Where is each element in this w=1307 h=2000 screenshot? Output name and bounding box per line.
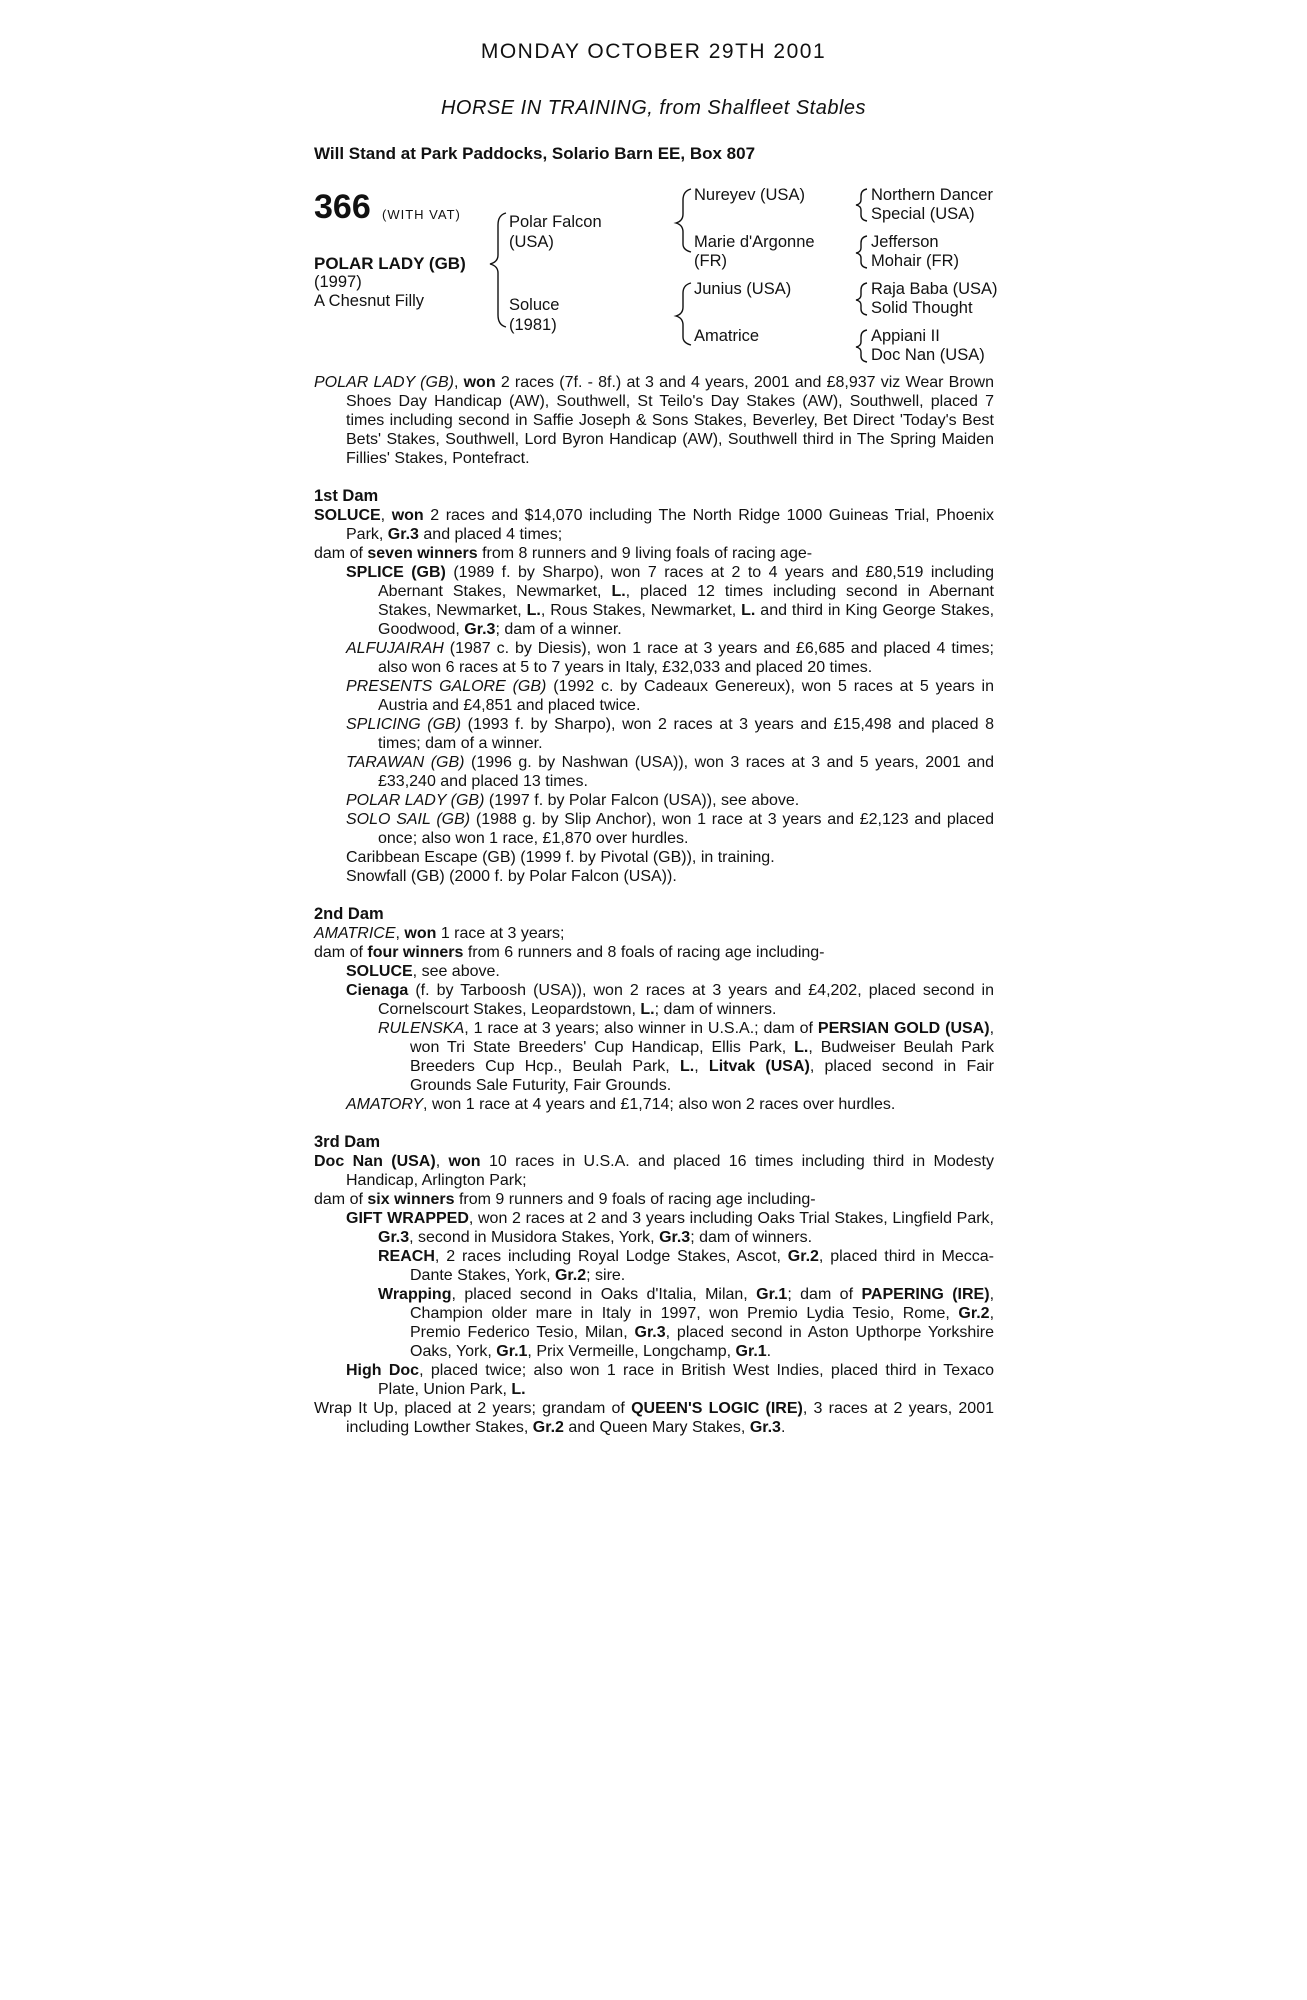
produce-text: ; dam of winners. (654, 1001, 777, 1018)
dam-of-pre: dam of (314, 944, 363, 961)
produce-text: and third in King George Stakes, Goodwood, (378, 602, 995, 638)
brace-gen2-dam (676, 283, 691, 345)
produce-amatory (314, 1095, 994, 1114)
produce-gift-wrapped (314, 1209, 994, 1247)
produce-name: PAPERING (IRE) (861, 1286, 990, 1303)
produce-text: (1997 f. by Polar Falcon (USA)), see above. (488, 792, 800, 809)
gen3-ssd: Special (USA) (871, 205, 975, 223)
sire-name: Polar Falcon (509, 213, 602, 231)
produce-text: , Prix Vermeille, Longchamp, (527, 1343, 732, 1360)
produce-high-doc (314, 1361, 994, 1399)
produce-solo-sail (314, 810, 994, 848)
produce-name: RULENSKA (378, 1020, 465, 1037)
produce-name: Litvak (USA) (708, 1058, 810, 1075)
sire-dam-country: (FR) (694, 252, 727, 270)
grade-mark: Gr.2 (958, 1305, 990, 1322)
produce-text: , won Tri State Breeders' Cup Handicap, Ellis Park, (410, 1020, 995, 1056)
produce-caribbean-escape (314, 848, 994, 867)
first-dam-produce-summary (314, 544, 994, 563)
second-dam-name: AMATRICE (314, 925, 396, 942)
produce-text: , see above. (412, 963, 500, 980)
first-dam-record: SOLUCE, won 2 races and $14,070 including The North Ridge 1000 Guineas Trial, Phoenix Park, Gr.3 and placed 4 times; (314, 507, 995, 543)
produce-text: , placed twice; also won 1 race in British West Indies, placed third in Texaco Plate, Union Park, (378, 1362, 995, 1398)
dam-dam: Amatrice (694, 327, 760, 345)
produce-text: ; dam of winners. (690, 1229, 813, 1246)
produce-reach (314, 1247, 994, 1285)
second-dam-section (314, 905, 994, 1114)
grade-mark: Gr.3 (464, 621, 496, 638)
grade-mark: Gr.3 (749, 1419, 781, 1436)
grade-mark: Gr.3 (634, 1324, 666, 1341)
first-dam-won: won (391, 507, 424, 524)
produce-name: SOLUCE (346, 963, 413, 980)
grade-mark: Gr.3 (659, 1229, 691, 1246)
dam-of-winners: four winners (367, 944, 464, 961)
produce-text: (1987 c. by Diesis), won 1 race at 3 years and £6,685 and placed 4 times; also won 6 races at 5 to 7 years in Italy, £32,033 and placed 20 times. (378, 640, 994, 676)
produce-text: , 1 race at 3 years; also winner in U.S.A.; dam of (464, 1020, 813, 1037)
gen3-sss: Northern Dancer (871, 186, 993, 204)
produce-splice (314, 563, 994, 639)
produce-text: (1989 f. by Sharpo), won 7 races at 2 to 4 years and £80,519 including Abernant Stakes, Newmarket, (378, 564, 995, 600)
sale-date: MONDAY OCTOBER 29TH 2001 (480, 40, 827, 63)
lot-number: 366 (314, 188, 371, 226)
dam-of-winners: seven winners (367, 545, 478, 562)
third-dam-won: won (448, 1153, 481, 1170)
produce-text: , second in Musidora Stakes, York, (409, 1229, 655, 1246)
produce-text: Snowfall (GB) (2000 f. by Polar Falcon (USA)). (346, 868, 677, 885)
produce-alfujairah (314, 639, 994, 677)
grade-mark: Gr.1 (735, 1343, 767, 1360)
grade-mark: Gr.2 (532, 1419, 564, 1436)
produce-name: POLAR LADY (GB) (346, 792, 485, 809)
third-dam-name: Doc Nan (USA) (314, 1153, 436, 1170)
second-dam-heading: 2nd Dam (314, 905, 384, 923)
grade-mark: Gr.2 (787, 1248, 819, 1265)
stand-location: Will Stand at Park Paddocks, Solario Barn EE, Box 807 (314, 144, 756, 163)
brace-gen2-sire (676, 189, 691, 252)
lot-subtitle: HORSE IN TRAINING, from Shalfleet Stables (440, 97, 867, 119)
gen3-dsd: Solid Thought (871, 299, 973, 317)
grade-mark: Gr.3 (378, 1229, 410, 1246)
brace-gen3-3 (856, 283, 867, 315)
first-dam-line1: 2 races and $14,070 including The North Ridge 1000 Guineas Trial, Phoenix Park, (346, 507, 995, 543)
produce-wrap-it-up (314, 1399, 994, 1437)
vat-note: (WITH VAT) (382, 207, 461, 222)
first-dam-name: SOLUCE (314, 507, 381, 524)
produce-text: ; dam of (787, 1286, 854, 1303)
horse-name: POLAR LADY (GB) (314, 254, 466, 273)
listed-mark: L. (611, 583, 626, 600)
produce-presents-galore (314, 677, 994, 715)
race-record-text: 2 races (7f. - 8f.) at 3 and 4 years, 2001 and £8,937 viz Wear Brown Shoes Day Handicap (AW), Southwell, St Teilo's Day Stakes (AW), Southwell, placed 7 times including second in Saffie Joseph & Sons Stakes, Beverley, Bet Direct 'Today's Best Bets' Stakes, Southwell, Lord Byron Handicap (AW), Southwell third in The Spring Maiden Fillies' Stakes, Pontefract. (346, 374, 995, 467)
produce-text: , placed third in Mecca-Dante Stakes, York, (410, 1248, 995, 1284)
listed-mark: L. (794, 1039, 809, 1056)
brace-gen3-4 (856, 330, 867, 362)
produce-text: ; sire. (586, 1267, 626, 1284)
produce-name: QUEEN'S LOGIC (IRE) (631, 1400, 803, 1417)
produce-splicing (314, 715, 994, 753)
horse-year: (1997) (314, 273, 362, 291)
produce-text: , won 1 race at 4 years and £1,714; also won 2 races over hurdles. (423, 1096, 896, 1113)
second-dam-record: AMATRICE, won 1 race at 3 years; (314, 925, 565, 942)
dam-of-winners: six winners (367, 1191, 455, 1208)
horse-description: A Chesnut Filly (314, 292, 425, 310)
brace-gen3-1 (856, 189, 867, 221)
produce-text: (1993 f. by Sharpo), won 2 races at 3 years and £15,498 and placed 8 times; dam of a winner. (378, 716, 995, 752)
first-dam-grade: Gr.3 (387, 526, 419, 543)
produce-rulenska (314, 1019, 994, 1095)
first-dam-heading: 1st Dam (314, 487, 379, 505)
produce-name: TARAWAN (GB) (346, 754, 465, 771)
produce-text: , Rous Stakes, Newmarket, (540, 602, 737, 619)
produce-text: , placed 12 times including second in Abernant Stakes, Newmarket, (378, 583, 994, 619)
dam-of-pre: dam of (314, 1191, 363, 1208)
gen3-dss: Raja Baba (USA) (871, 280, 998, 298)
third-dam-produce-summary (314, 1190, 994, 1209)
produce-name: SPLICE (GB) (346, 564, 446, 581)
produce-text: (1996 g. by Nashwan (USA)), won 3 races at 3 and 5 years, 2001 and £33,240 and placed 13 times. (378, 754, 995, 790)
grade-mark: Gr.1 (496, 1343, 528, 1360)
dam-of-pre: dam of (314, 545, 363, 562)
gen3-ddd: Doc Nan (USA) (871, 346, 985, 364)
produce-text: , 2 races including Royal Lodge Stakes, Ascot, (434, 1248, 781, 1265)
dam-year: (1981) (509, 316, 557, 334)
produce-text: , (694, 1058, 699, 1075)
dam-sire: Junius (USA) (694, 280, 792, 298)
gen3-dds: Appiani II (871, 327, 940, 345)
grade-mark: Gr.2 (554, 1267, 587, 1284)
third-dam-section (314, 1133, 994, 1437)
produce-text: (1988 g. by Slip Anchor), won 1 race at 3 years and £2,123 and placed once; also won 1 race, £1,870 over hurdles. (378, 811, 994, 847)
listed-mark: L. (640, 1001, 655, 1018)
pedigree-braces (0, 0, 1307, 370)
second-dam-produce-summary (314, 943, 994, 962)
produce-text: ; dam of a winner. (495, 621, 622, 638)
produce-text: , Champion older mare in Italy in 1997, won Premio Lydia Tesio, Rome, (410, 1286, 995, 1322)
first-dam-line1b: and placed 4 times; (423, 526, 563, 543)
produce-text: Caribbean Escape (GB) (1999 f. by Pivotal (GB)), in training. (346, 849, 775, 866)
produce-name: Wrapping (378, 1286, 452, 1303)
race-record-paragraph: POLAR LADY (GB), won 2 races (7f. - 8f.) at 3 and 4 years, 2001 and £8,937 viz Wear Brown Shoes Day Handicap (AW), Southwell, St Teilo's Day Stakes (AW), Southwell, placed 7 times including second in Saffie Joseph & Sons Stakes, Beverley, Bet Direct 'Today's Best Bets' Stakes, Southwell, Lord Byron Handicap (AW), Southwell third in The Spring Maiden Fillies' Stakes, Pontefract. (314, 374, 995, 467)
produce-text: Wrap It Up, placed at 2 years; grandam of (314, 1400, 625, 1417)
produce-tarawan (314, 753, 994, 791)
brace-gen3-2 (856, 236, 867, 268)
produce-polar-lady (314, 791, 994, 810)
second-dam-text: 1 race at 3 years; (440, 925, 565, 942)
produce-text: , placed second in Oaks d'Italia, Milan, (451, 1286, 748, 1303)
second-dam-won: won (404, 925, 437, 942)
produce-wrapping (314, 1285, 994, 1361)
listed-mark: L. (526, 602, 541, 619)
dam-of-post: from 8 runners and 9 living foals of racing age- (482, 545, 813, 562)
race-record (314, 373, 994, 468)
race-record-won: won (463, 374, 496, 391)
race-record-horse: POLAR LADY (GB) (314, 374, 454, 391)
produce-name: PERSIAN GOLD (USA) (817, 1020, 990, 1037)
produce-text: , Budweiser Beulah Park Breeders Cup Hcp., Beulah Park, (410, 1039, 995, 1075)
dam-of-post: from 9 runners and 9 foals of racing age including- (458, 1191, 816, 1208)
produce-name: Cienaga (346, 982, 409, 999)
listed-mark: L. (680, 1058, 695, 1075)
produce-text: and Queen Mary Stakes, (568, 1419, 746, 1436)
produce-name: PRESENTS GALORE (GB) (346, 678, 547, 695)
third-dam-text: 10 races in U.S.A. and placed 16 times including third in Modesty Handicap, Arlington Park; (346, 1153, 994, 1189)
produce-text: . (780, 1419, 786, 1436)
produce-name: GIFT WRAPPED (346, 1210, 469, 1227)
produce-text: (f. by Tarboosh (USA)), won 2 races at 3 years and £4,202, placed second in Cornelscourt Stakes, Leopardstown, (378, 982, 994, 1018)
sire-country: (USA) (509, 233, 554, 251)
produce-name: SOLO SAIL (GB) (346, 811, 471, 828)
produce-cienaga (314, 981, 994, 1019)
produce-text: , 3 races at 2 years, 2001 including Lowther Stakes, (346, 1400, 995, 1436)
grade-mark: Gr.1 (756, 1286, 788, 1303)
produce-name: REACH (378, 1248, 435, 1265)
first-dam-section (314, 487, 994, 886)
produce-text: (1992 c. by Cadeaux Genereux), won 5 races at 5 years in Austria and £4,851 and placed twice. (378, 678, 995, 714)
listed-mark: L. (511, 1381, 526, 1398)
produce-name: ALFUJAIRAH (346, 640, 444, 657)
third-dam-record: Doc Nan (USA), won 10 races in U.S.A. and placed 16 times including third in Modesty Handicap, Arlington Park; (314, 1153, 994, 1189)
produce-snowfall (314, 867, 994, 886)
produce-name: SPLICING (GB) (346, 716, 462, 733)
dam-name: Soluce (509, 296, 560, 314)
gen3-sds: Jefferson (871, 233, 939, 251)
produce-text: , won 2 races at 2 and 3 years including Oaks Trial Stakes, Lingfield Park, (468, 1210, 994, 1227)
produce-soluce (314, 962, 994, 981)
produce-text: . (766, 1343, 772, 1360)
gen3-sdd: Mohair (FR) (871, 252, 960, 270)
sire-sire: Nureyev (USA) (694, 186, 805, 204)
produce-text: , Premio Federico Tesio, Milan, (410, 1305, 995, 1341)
brace-gen1 (490, 213, 506, 327)
produce-name: AMATORY (346, 1096, 424, 1113)
produce-text: , placed second in Fair Grounds Sale Futurity, Fair Grounds. (410, 1058, 995, 1094)
produce-name: High Doc (346, 1362, 420, 1379)
produce-text: , placed second in Aston Upthorpe Yorkshire Oaks, York, (410, 1324, 995, 1360)
dam-of-post: from 6 runners and 8 foals of racing age including- (467, 944, 825, 961)
listed-mark: L. (741, 602, 756, 619)
sire-dam: Marie d'Argonne (694, 233, 815, 251)
third-dam-heading: 3rd Dam (314, 1133, 381, 1151)
